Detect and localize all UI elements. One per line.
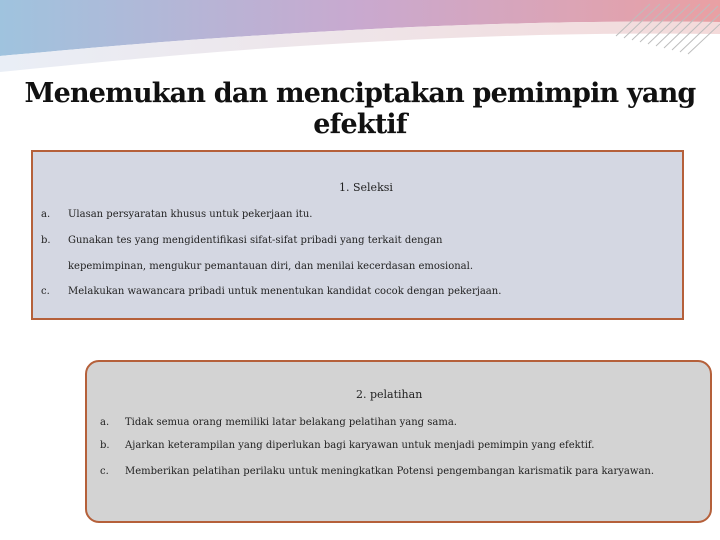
list-item-text: Ajarkan keterampilan yang diperlukan bagi karyawan untuk menjadi pemimpin yang efektif.: [125, 440, 595, 451]
slide-title: Menemukan dan menciptakan pemimpin yang efektif: [24, 78, 696, 140]
training-heading: 2. pelatihan: [356, 388, 423, 401]
selection-heading: 1. Seleksi: [339, 181, 393, 194]
list-item-text: Melakukan wawancara pribadi untuk menentukan kandidat cocok dengan pekerjaan.: [68, 286, 502, 297]
list-item-letter: b.: [100, 440, 110, 451]
selection-panel: [31, 150, 684, 320]
list-item-letter: c.: [41, 286, 50, 297]
list-item-text: Gunakan tes yang mengidentifikasi sifat-sifat pribadi yang terkait dengan: [68, 235, 443, 246]
list-item-letter: c.: [100, 466, 109, 477]
list-item-letter: a.: [100, 417, 110, 428]
training-panel: [85, 360, 712, 523]
list-item-text: Ulasan persyaratan khusus untuk pekerjaan itu.: [68, 209, 313, 220]
list-item-text: Memberikan pelatihan perilaku untuk meningkatkan Potensi pengembangan karismatik para karyawan.: [125, 466, 655, 477]
list-item-text-continued: kepemimpinan, mengukur pemantauan diri, dan menilai kecerdasan emosional.: [68, 261, 474, 272]
list-item-text: Tidak semua orang memiliki latar belakang pelatihan yang sama.: [125, 417, 457, 428]
list-item-letter: b.: [41, 235, 51, 246]
list-item-letter: a.: [41, 209, 51, 220]
